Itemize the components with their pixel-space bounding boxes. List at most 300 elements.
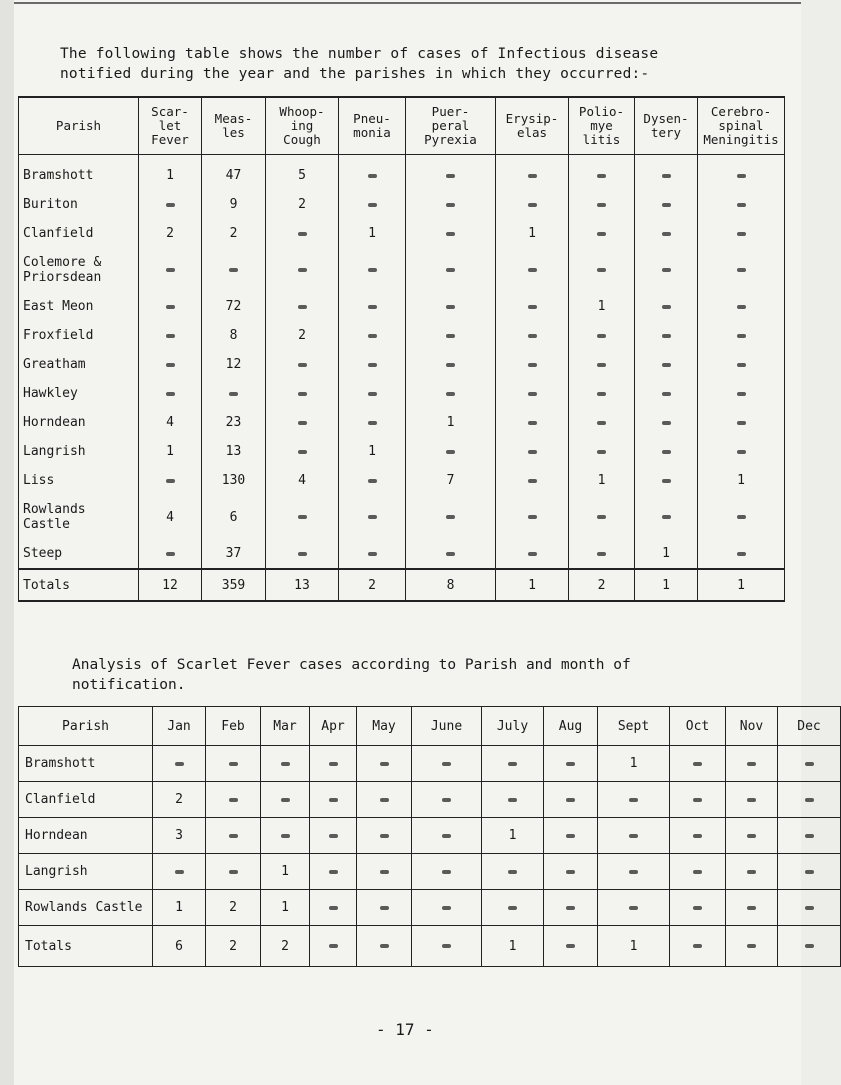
case-count-cell (139, 248, 202, 292)
nil-dash-mark (368, 363, 377, 367)
table-row (19, 854, 841, 890)
month-count-cell (206, 818, 261, 854)
nil-dash-mark (368, 203, 377, 207)
nil-dash-mark (528, 334, 537, 338)
text-line: spinal (718, 118, 764, 133)
case-count-cell (635, 219, 698, 248)
parish-name (19, 466, 139, 495)
case-count-cell (339, 539, 406, 569)
case-count-cell: 6 (202, 495, 266, 539)
nil-dash-mark (693, 870, 702, 874)
month-header: Oct (670, 707, 726, 746)
nil-dash-mark (508, 762, 517, 766)
nil-dash-mark (693, 762, 702, 766)
month-count-cell (357, 926, 412, 967)
case-count-cell: 1 (339, 437, 406, 466)
nil-dash-mark (508, 870, 517, 874)
month-count-cell (261, 782, 310, 818)
case-count-cell (635, 155, 698, 191)
case-count-cell: 4 (139, 408, 202, 437)
table-row (19, 890, 841, 926)
nil-dash-mark (737, 232, 746, 236)
case-count-cell (496, 350, 569, 379)
case-count-cell (339, 495, 406, 539)
table-row (19, 248, 785, 292)
text-line: Priorsdean (23, 270, 102, 285)
nil-dash-mark (566, 834, 575, 838)
month-header: Nov (726, 707, 778, 746)
case-count-cell (635, 495, 698, 539)
month-count-cell (412, 746, 482, 782)
nil-dash-mark (446, 203, 455, 207)
case-count-cell: 4 (139, 495, 202, 539)
case-count-cell (698, 437, 785, 466)
text-line: Liss (23, 473, 55, 488)
text-line: peral (431, 118, 470, 133)
case-count-cell (698, 248, 785, 292)
month-count-cell (482, 782, 544, 818)
case-count-cell (266, 219, 339, 248)
table-row (19, 190, 785, 219)
table-row (19, 408, 785, 437)
nil-dash-mark (368, 552, 377, 556)
table1-column-header (698, 97, 785, 155)
text-line: Cough (283, 132, 321, 147)
case-count-cell (266, 437, 339, 466)
nil-dash-mark (629, 798, 638, 802)
text-line: Clanfield (23, 226, 94, 241)
nil-dash-mark (508, 906, 517, 910)
nil-dash-mark (298, 305, 307, 309)
case-count-cell (496, 190, 569, 219)
case-count-cell (406, 292, 496, 321)
month-count-cell (670, 854, 726, 890)
parish-name (19, 248, 139, 292)
month-count-cell (544, 854, 598, 890)
parish-name: Langrish (19, 854, 153, 890)
parish-name (19, 495, 139, 539)
table1-body (19, 155, 785, 602)
text-line: Whoop- (279, 104, 325, 119)
case-count-cell (698, 379, 785, 408)
case-count-cell: 1 (496, 219, 569, 248)
nil-dash-mark (442, 870, 451, 874)
totals-row (19, 569, 785, 601)
case-count-cell: 7 (406, 466, 496, 495)
month-header: Mar (261, 707, 310, 746)
case-count-cell (496, 379, 569, 408)
case-count-cell (569, 437, 635, 466)
nil-dash-mark (380, 944, 389, 948)
total-count-cell: 8 (406, 569, 496, 601)
nil-dash-mark (368, 515, 377, 519)
month-header: June (412, 707, 482, 746)
case-count-cell: 1 (139, 437, 202, 466)
nil-dash-mark (298, 552, 307, 556)
month-count-cell (206, 746, 261, 782)
nil-dash-mark (662, 479, 671, 483)
nil-dash-mark (229, 268, 238, 272)
case-count-cell (266, 350, 339, 379)
month-count-cell (778, 746, 841, 782)
nil-dash-mark (693, 906, 702, 910)
text-line: Meas- (214, 111, 253, 126)
text-line: Langrish (23, 444, 86, 459)
nil-dash-mark (528, 174, 537, 178)
month-header: Sept (598, 707, 670, 746)
text-line: Dysen- (643, 111, 689, 126)
nil-dash-mark (442, 906, 451, 910)
nil-dash-mark (597, 174, 606, 178)
month-count-cell (412, 926, 482, 967)
month-count-cell (726, 782, 778, 818)
case-count-cell (406, 495, 496, 539)
case-count-cell: 1 (635, 539, 698, 569)
text-line: Polio- (578, 104, 625, 119)
table1-column-header (266, 97, 339, 155)
case-count-cell: 37 (202, 539, 266, 569)
nil-dash-mark (597, 421, 606, 425)
total-count-cell: 2 (339, 569, 406, 601)
nil-dash-mark (508, 798, 517, 802)
case-count-cell (339, 408, 406, 437)
month-count-cell (726, 818, 778, 854)
text-line: les (222, 125, 245, 140)
case-count-cell (406, 379, 496, 408)
case-count-cell (698, 350, 785, 379)
month-count-cell (670, 926, 726, 967)
nil-dash-mark (747, 870, 756, 874)
case-count-cell (635, 321, 698, 350)
text-line: Horndean (23, 415, 86, 430)
nil-dash-mark (229, 834, 238, 838)
case-count-cell: 1 (698, 466, 785, 495)
case-count-cell (496, 495, 569, 539)
month-count-cell (544, 926, 598, 967)
month-header: July (482, 707, 544, 746)
case-count-cell (698, 219, 785, 248)
nil-dash-mark (566, 870, 575, 874)
nil-dash-mark (368, 174, 377, 178)
case-count-cell (406, 190, 496, 219)
nil-dash-mark (662, 174, 671, 178)
case-count-cell (339, 350, 406, 379)
case-count-cell (202, 248, 266, 292)
case-count-cell (698, 408, 785, 437)
month-count-cell (726, 890, 778, 926)
nil-dash-mark (597, 203, 606, 207)
case-count-cell (406, 219, 496, 248)
analysis-line-1: Analysis of Scarlet Fever cases according to Parish and month of (72, 657, 631, 673)
month-count-cell: 1 (261, 854, 310, 890)
total-count-cell: 12 (139, 569, 202, 601)
nil-dash-mark (662, 305, 671, 309)
nil-dash-mark (662, 392, 671, 396)
text-line: tery (650, 125, 682, 140)
text-line: Pyrexia (424, 132, 477, 147)
intro-line-1: The following table shows the number of cases of Infectious disease (60, 46, 659, 62)
nil-dash-mark (442, 798, 451, 802)
text-line: Rowlands (23, 502, 86, 517)
text-line: Puer- (431, 104, 470, 119)
case-count-cell (635, 350, 698, 379)
case-count-cell (569, 408, 635, 437)
case-count-cell (569, 495, 635, 539)
text-line: elas (516, 125, 548, 140)
month-count-cell: 1 (261, 890, 310, 926)
nil-dash-mark (662, 515, 671, 519)
text-line: monia (353, 125, 391, 140)
case-count-cell: 1 (339, 219, 406, 248)
case-count-cell: 1 (569, 466, 635, 495)
month-count-cell (778, 890, 841, 926)
case-count-cell (339, 379, 406, 408)
month-count-cell (598, 782, 670, 818)
month-count-cell (778, 926, 841, 967)
parish-name (19, 350, 139, 379)
total-count-cell: 1 (496, 569, 569, 601)
nil-dash-mark (329, 906, 338, 910)
nil-dash-mark (528, 363, 537, 367)
case-count-cell (266, 292, 339, 321)
table-row (19, 219, 785, 248)
case-count-cell (635, 437, 698, 466)
month-count-cell (482, 854, 544, 890)
case-count-cell (139, 466, 202, 495)
nil-dash-mark (329, 798, 338, 802)
parish-name (19, 219, 139, 248)
table1-column-header (202, 97, 266, 155)
nil-dash-mark (805, 834, 814, 838)
case-count-cell: 2 (202, 219, 266, 248)
case-count-cell (139, 190, 202, 219)
month-count-cell: 6 (153, 926, 206, 967)
nil-dash-mark (737, 268, 746, 272)
nil-dash-mark (597, 268, 606, 272)
case-count-cell (496, 155, 569, 191)
nil-dash-mark (166, 203, 175, 207)
nil-dash-mark (528, 552, 537, 556)
case-count-cell (339, 321, 406, 350)
nil-dash-mark (528, 479, 537, 483)
nil-dash-mark (166, 392, 175, 396)
nil-dash-mark (166, 268, 175, 272)
nil-dash-mark (442, 834, 451, 838)
scarlet-fever-monthly-table (18, 706, 841, 967)
month-count-cell (206, 782, 261, 818)
total-count-cell: 359 (202, 569, 266, 601)
text-line: Froxfield (23, 328, 94, 343)
case-count-cell (635, 408, 698, 437)
case-count-cell (266, 539, 339, 569)
table-row (19, 466, 785, 495)
analysis-heading (72, 655, 762, 695)
nil-dash-mark (737, 515, 746, 519)
nil-dash-mark (368, 479, 377, 483)
month-count-cell (670, 782, 726, 818)
table1-column-header (635, 97, 698, 155)
nil-dash-mark (446, 450, 455, 454)
month-count-cell (153, 746, 206, 782)
month-count-cell (357, 854, 412, 890)
month-count-cell: 2 (261, 926, 310, 967)
nil-dash-mark (737, 421, 746, 425)
nil-dash-mark (229, 762, 238, 766)
case-count-cell (139, 292, 202, 321)
case-count-cell: 2 (139, 219, 202, 248)
case-count-cell: 1 (406, 408, 496, 437)
month-count-cell (310, 926, 357, 967)
month-count-cell (310, 854, 357, 890)
nil-dash-mark (662, 450, 671, 454)
nil-dash-mark (805, 762, 814, 766)
nil-dash-mark (446, 232, 455, 236)
month-count-cell (778, 782, 841, 818)
nil-dash-mark (528, 421, 537, 425)
month-header: Apr (310, 707, 357, 746)
nil-dash-mark (446, 305, 455, 309)
case-count-cell (406, 155, 496, 191)
month-count-cell: 3 (153, 818, 206, 854)
nil-dash-mark (693, 834, 702, 838)
nil-dash-mark (629, 834, 638, 838)
text-line: East Meon (23, 299, 94, 314)
nil-dash-mark (229, 392, 238, 396)
text-line: Pneu- (353, 111, 391, 126)
nil-dash-mark (737, 392, 746, 396)
nil-dash-mark (737, 203, 746, 207)
nil-dash-mark (747, 798, 756, 802)
month-header: Aug (544, 707, 598, 746)
nil-dash-mark (446, 334, 455, 338)
nil-dash-mark (281, 798, 290, 802)
month-count-cell (310, 782, 357, 818)
nil-dash-mark (597, 450, 606, 454)
case-count-cell (266, 379, 339, 408)
nil-dash-mark (380, 762, 389, 766)
case-count-cell (569, 350, 635, 379)
text-line: litis (582, 132, 621, 147)
nil-dash-mark (380, 798, 389, 802)
table-row (19, 539, 785, 569)
parish-name: Horndean (19, 818, 153, 854)
text-line: Parish (55, 118, 102, 133)
nil-dash-mark (368, 305, 377, 309)
case-count-cell: 2 (266, 190, 339, 219)
intro-paragraph (60, 44, 760, 84)
case-count-cell: 2 (266, 321, 339, 350)
case-count-cell: 47 (202, 155, 266, 191)
table-row (19, 155, 785, 191)
table-row (19, 746, 841, 782)
text-line: Steep (23, 546, 63, 561)
month-count-cell (670, 890, 726, 926)
parish-name: Clanfield (19, 782, 153, 818)
case-count-cell (635, 466, 698, 495)
table-row (19, 292, 785, 321)
table1-column-header (339, 97, 406, 155)
case-count-cell (339, 155, 406, 191)
nil-dash-mark (528, 203, 537, 207)
case-count-cell (496, 408, 569, 437)
month-count-cell (598, 854, 670, 890)
month-header: Feb (206, 707, 261, 746)
nil-dash-mark (442, 944, 451, 948)
totals-row (19, 926, 841, 967)
month-count-cell (670, 818, 726, 854)
case-count-cell (139, 321, 202, 350)
text-line: Castle (23, 517, 70, 532)
case-count-cell (635, 379, 698, 408)
month-count-cell: 1 (482, 926, 544, 967)
case-count-cell (698, 321, 785, 350)
month-count-cell (544, 782, 598, 818)
nil-dash-mark (597, 515, 606, 519)
case-count-cell: 1 (139, 155, 202, 191)
parish-name (19, 155, 139, 191)
nil-dash-mark (747, 762, 756, 766)
case-count-cell (406, 350, 496, 379)
case-count-cell (339, 292, 406, 321)
text-line: Scar- (151, 104, 189, 119)
nil-dash-mark (298, 421, 307, 425)
case-count-cell (496, 248, 569, 292)
month-count-cell (206, 854, 261, 890)
case-count-cell (266, 495, 339, 539)
nil-dash-mark (737, 450, 746, 454)
case-count-cell (496, 321, 569, 350)
month-header: Jan (153, 707, 206, 746)
month-header: May (357, 707, 412, 746)
nil-dash-mark (662, 268, 671, 272)
case-count-cell: 130 (202, 466, 266, 495)
month-count-cell (412, 890, 482, 926)
case-count-cell (569, 219, 635, 248)
nil-dash-mark (747, 944, 756, 948)
nil-dash-mark (329, 870, 338, 874)
nil-dash-mark (298, 268, 307, 272)
month-count-cell (261, 746, 310, 782)
text-line: mye (590, 118, 613, 133)
nil-dash-mark (597, 392, 606, 396)
case-count-cell (569, 155, 635, 191)
case-count-cell (139, 350, 202, 379)
nil-dash-mark (446, 174, 455, 178)
nil-dash-mark (805, 944, 814, 948)
case-count-cell (635, 292, 698, 321)
nil-dash-mark (298, 392, 307, 396)
nil-dash-mark (446, 268, 455, 272)
nil-dash-mark (805, 870, 814, 874)
case-count-cell (339, 248, 406, 292)
text-line: Cerebro- (710, 104, 772, 119)
case-count-cell (569, 190, 635, 219)
nil-dash-mark (747, 906, 756, 910)
nil-dash-mark (662, 203, 671, 207)
month-count-cell (357, 782, 412, 818)
text-line: Hawkley (23, 386, 78, 401)
case-count-cell (406, 248, 496, 292)
nil-dash-mark (528, 450, 537, 454)
nil-dash-mark (281, 834, 290, 838)
case-count-cell (496, 466, 569, 495)
nil-dash-mark (597, 334, 606, 338)
case-count-cell (698, 155, 785, 191)
nil-dash-mark (229, 798, 238, 802)
nil-dash-mark (662, 421, 671, 425)
case-count-cell: 9 (202, 190, 266, 219)
nil-dash-mark (629, 870, 638, 874)
